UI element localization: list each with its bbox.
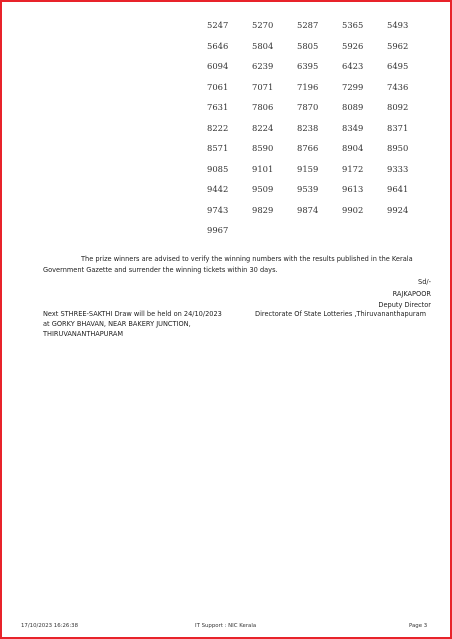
empty-cell [252, 220, 297, 241]
winning-number: 5287 [297, 20, 319, 30]
winning-number: 9172 [342, 163, 364, 174]
winning-number: 6094 [207, 61, 229, 71]
winning-number: 8222 [207, 122, 229, 133]
winning-number: 9442 [207, 184, 229, 194]
next-draw-line-1: Next STHREE-SAKTHI Draw will be held on 24/10/2023 [43, 310, 222, 318]
winning-number: 8571 [207, 143, 229, 153]
winning-number: 8371 [387, 122, 409, 133]
winning-number: 6395 [297, 61, 319, 71]
winning-number: 6495 [387, 61, 409, 71]
winning-number: 8950 [387, 143, 409, 153]
winning-number: 7806 [252, 102, 274, 112]
winning-number: 8092 [387, 102, 409, 112]
footer-page-number: Page 3 [409, 623, 428, 629]
winning-number: 9874 [297, 204, 319, 215]
winning-number: 7299 [342, 81, 364, 92]
winning-number: 8089 [342, 102, 364, 112]
signature-block [378, 277, 431, 312]
winning-number: 9924 [387, 204, 409, 215]
empty-cell [297, 220, 342, 241]
winning-number: 5804 [252, 40, 274, 51]
next-draw-line-3: THIRUVANANTHAPURAM [43, 330, 124, 338]
winning-number: 5646 [207, 40, 229, 51]
winning-number: 9743 [207, 204, 229, 215]
winning-number: 9613 [342, 184, 364, 194]
signatory-designation: Deputy Director [378, 301, 431, 309]
signature-sd: Sd/- [418, 278, 431, 286]
winning-number: 8904 [342, 143, 364, 153]
next-draw-line-2: at GORKY BHAVAN, NEAR BAKERY JUNCTION, [43, 320, 191, 328]
empty-cell [387, 220, 432, 241]
footer-support: IT Support : NIC Kerala [195, 623, 257, 629]
winning-number: 7071 [252, 81, 274, 92]
signatory-name: RAJKAPOOR [392, 289, 431, 298]
notice-paragraph: The prize winners are advised to verify the winning numbers with the results published in the Kerala Government Gazette and surrender the winning tickets within 30 days. [43, 255, 413, 274]
winning-number: 8224 [252, 122, 274, 133]
winning-number: 7870 [297, 102, 319, 112]
winning-number: 8766 [297, 143, 319, 153]
winning-number: 5805 [297, 40, 319, 51]
winning-number: 9641 [387, 184, 409, 194]
winning-number: 9967 [207, 225, 229, 235]
winning-number: 8238 [297, 122, 319, 133]
winning-number: 9829 [252, 204, 274, 215]
footer-timestamp: 17/10/2023 16:26:38 [21, 623, 78, 629]
winning-number: 9539 [297, 184, 319, 194]
winning-number: 6423 [342, 61, 364, 71]
directorate-office: Directorate Of State Lotteries ,Thiruvananthapuram [255, 310, 427, 318]
winning-number: 5365 [342, 20, 364, 30]
winning-number: 7436 [387, 81, 409, 92]
winning-number: 8590 [252, 143, 274, 153]
winning-number: 5247 [207, 20, 229, 30]
winning-number: 9333 [387, 163, 409, 174]
winning-number: 9902 [342, 204, 364, 215]
winning-number: 9159 [297, 163, 319, 174]
winning-number: 7196 [297, 81, 319, 92]
winning-number: 5962 [387, 40, 409, 51]
winning-number: 9085 [207, 163, 229, 174]
empty-cell [342, 220, 387, 241]
winning-number: 7631 [207, 102, 229, 112]
winning-number: 7061 [207, 81, 229, 92]
winning-numbers-grid [207, 15, 432, 241]
winning-number: 9509 [252, 184, 274, 194]
winning-number: 5270 [252, 20, 274, 30]
next-draw-info [43, 309, 243, 339]
winning-number: 9101 [252, 163, 274, 174]
winning-number: 5926 [342, 40, 364, 51]
winning-number: 5493 [387, 20, 409, 30]
winning-number: 6239 [252, 61, 274, 71]
winning-number: 8349 [342, 122, 364, 133]
